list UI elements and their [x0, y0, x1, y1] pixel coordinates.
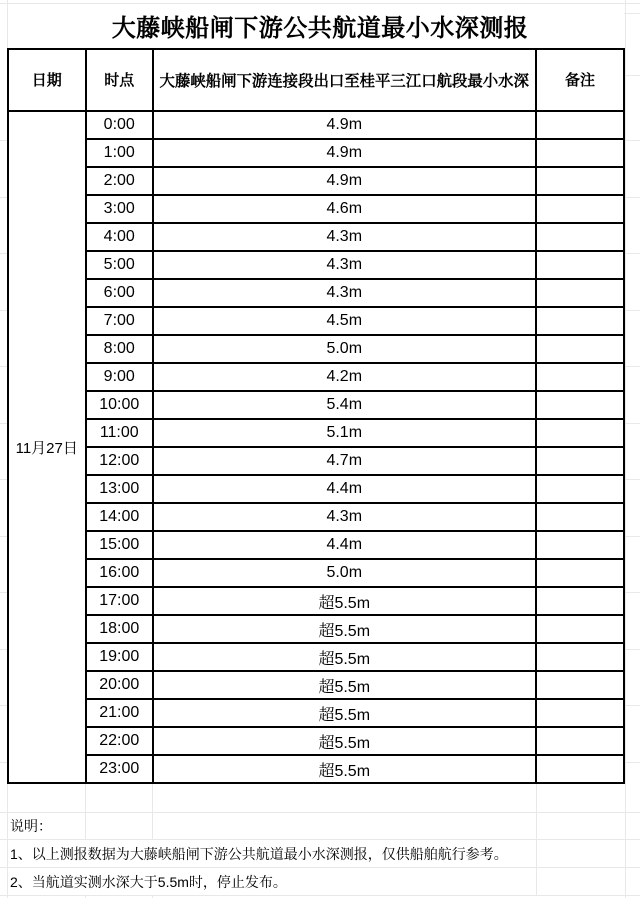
time-cell: 0:00 — [87, 112, 152, 138]
remark-cell — [537, 616, 623, 642]
gridline — [625, 0, 626, 898]
remark-cell — [537, 308, 623, 334]
time-cell: 7:00 — [87, 308, 152, 334]
depth-cell: 4.9m — [154, 168, 535, 194]
depth-report-table — [7, 48, 625, 784]
depth-cell: 超5.5m — [154, 672, 535, 698]
depth-cell: 超5.5m — [154, 756, 535, 782]
header-date: 日期 — [9, 50, 85, 110]
depth-cell: 5.0m — [154, 560, 535, 586]
depth-cell: 4.9m — [154, 112, 535, 138]
time-cell: 8:00 — [87, 336, 152, 362]
depth-cell: 4.4m — [154, 532, 535, 558]
time-cell: 17:00 — [87, 588, 152, 614]
remark-cell — [537, 504, 623, 530]
remark-cell — [537, 728, 623, 754]
depth-cell: 超5.5m — [154, 728, 535, 754]
remark-cell — [537, 700, 623, 726]
time-cell: 10:00 — [87, 392, 152, 418]
remark-cell — [537, 448, 623, 474]
remark-cell — [537, 252, 623, 278]
depth-cell: 超5.5m — [154, 700, 535, 726]
depth-cell: 超5.5m — [154, 588, 535, 614]
remark-cell — [537, 588, 623, 614]
remark-cell — [537, 196, 623, 222]
depth-cell: 4.9m — [154, 140, 535, 166]
time-cell: 15:00 — [87, 532, 152, 558]
time-cell: 4:00 — [87, 224, 152, 250]
time-cell: 14:00 — [87, 504, 152, 530]
remark-cell — [537, 280, 623, 306]
header-time: 时点 — [87, 50, 152, 110]
time-cell: 9:00 — [87, 364, 152, 390]
note-item-1: 1、以上测报数据为大藤峡船闸下游公共航道最小水深测报，仅供船舶航行参考。 — [10, 845, 508, 862]
depth-cell: 5.1m — [154, 420, 535, 446]
depth-cell: 超5.5m — [154, 616, 535, 642]
depth-cell: 5.0m — [154, 336, 535, 362]
depth-cell: 4.3m — [154, 252, 535, 278]
depth-cell: 4.3m — [154, 224, 535, 250]
remark-cell — [537, 644, 623, 670]
remark-cell — [537, 168, 623, 194]
remark-cell — [537, 532, 623, 558]
time-cell: 21:00 — [87, 700, 152, 726]
depth-cell: 4.3m — [154, 280, 535, 306]
remark-cell — [537, 420, 623, 446]
time-cell: 6:00 — [87, 280, 152, 306]
note-item-2: 2、当航道实测水深大于5.5m时，停止发布。 — [10, 873, 287, 890]
depth-cell: 4.6m — [154, 196, 535, 222]
remark-cell — [537, 672, 623, 698]
remark-cell — [537, 756, 623, 782]
remark-cell — [537, 392, 623, 418]
depth-cell: 4.2m — [154, 364, 535, 390]
remark-cell — [537, 364, 623, 390]
remark-cell — [537, 112, 623, 138]
time-cell: 23:00 — [87, 756, 152, 782]
remark-cell — [537, 140, 623, 166]
date-cell: 11月27日 — [9, 112, 85, 782]
time-cell: 18:00 — [87, 616, 152, 642]
remark-cell — [537, 336, 623, 362]
time-cell: 12:00 — [87, 448, 152, 474]
depth-cell: 超5.5m — [154, 644, 535, 670]
time-cell: 22:00 — [87, 728, 152, 754]
depth-cell: 4.4m — [154, 476, 535, 502]
depth-cell: 4.5m — [154, 308, 535, 334]
notes-label: 说明： — [10, 817, 52, 834]
header-depth: 大藤峡船闸下游连接段出口至桂平三江口航段最小水深 — [154, 50, 535, 110]
time-cell: 5:00 — [87, 252, 152, 278]
remark-cell — [537, 224, 623, 250]
time-cell: 16:00 — [87, 560, 152, 586]
time-cell: 20:00 — [87, 672, 152, 698]
time-cell: 2:00 — [87, 168, 152, 194]
time-cell: 11:00 — [87, 420, 152, 446]
time-cell: 3:00 — [87, 196, 152, 222]
report-title: 大藤峡船闸下游公共航道最小水深测报 — [111, 15, 529, 42]
time-cell: 1:00 — [87, 140, 152, 166]
depth-cell: 4.3m — [154, 504, 535, 530]
header-remark: 备注 — [537, 50, 623, 110]
remark-cell — [537, 560, 623, 586]
remark-cell — [537, 476, 623, 502]
time-cell: 19:00 — [87, 644, 152, 670]
depth-cell: 5.4m — [154, 392, 535, 418]
depth-cell: 4.7m — [154, 448, 535, 474]
time-cell: 13:00 — [87, 476, 152, 502]
